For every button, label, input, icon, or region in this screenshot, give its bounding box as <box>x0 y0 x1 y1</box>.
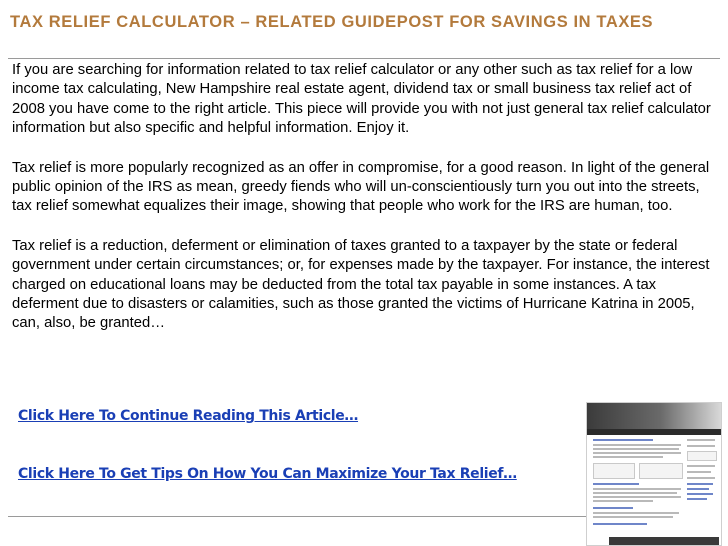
thumbnail-ad-box <box>593 463 635 479</box>
continue-reading-link[interactable]: Click Here To Continue Reading This Article… <box>18 408 359 424</box>
thumbnail-text-line <box>593 452 681 454</box>
article-paragraph-3: Tax relief is a reduction, deferment or elimination of taxes granted to a taxpayer by the state or federal government under certain circumstances; or, for expenses made by the taxpayer. For instance, the interest charged on educational loans may be deducted from the total tax payable in some instances. A tax deferment due to disasters or calamities, such as those granted the victims of Hurricane Katrina in 2005, can, also, be granted… <box>12 237 710 332</box>
article-body <box>12 61 718 334</box>
article-paragraph-2: Tax relief is more popularly recognized as an offer in compromise, for a good reason. In light of the general public opinion of the IRS as mean, greedy fiends who will un-conscientiously turn you out into the streets, tax relief somewhat equalizes their image, showing that people who work for the IRS are human, too. <box>12 159 710 215</box>
thumbnail-sidebar-link <box>687 488 709 490</box>
thumbnail-sidebar-line <box>687 471 711 473</box>
thumbnail-sidebar-line <box>687 465 715 467</box>
thumbnail-sidebar-line <box>687 445 715 447</box>
thumbnail-text-line <box>593 448 679 450</box>
thumbnail-heading-line <box>593 439 653 441</box>
maximize-tax-relief-link[interactable]: Click Here To Get Tips On How You Can Maximize Your Tax Relief… <box>18 466 517 482</box>
title-divider <box>8 58 720 59</box>
thumbnail-text-line <box>593 488 681 490</box>
thumbnail-text-line <box>593 496 681 498</box>
thumbnail-banner <box>587 403 721 429</box>
article-page-thumbnail[interactable] <box>586 402 722 546</box>
thumbnail-sidebar-link <box>687 493 713 495</box>
thumbnail-text-line <box>593 456 663 458</box>
thumbnail-heading-line <box>593 507 633 509</box>
thumbnail-text-line <box>593 500 653 502</box>
thumbnail-text-line <box>593 512 679 514</box>
thumbnail-sidebar-box <box>687 451 717 461</box>
thumbnail-sidebar-line <box>687 477 715 479</box>
thumbnail-ad-box <box>639 463 683 479</box>
article-title: TAX RELIEF CALCULATOR – RELATED GUIDEPOST FOR SAVINGS IN TAXES <box>10 13 654 31</box>
thumbnail-sidebar-link <box>687 483 713 485</box>
article-paragraph-1: If you are searching for information related to tax relief calculator or any other such as tax relief for a low income tax calculating, New Hampshire real estate agent, dividend tax or small business tax relief act of 2008 you have come to the right article. This piece will provide you with not just general tax relief calculator information but also specific and helpful information. Enjoy it. <box>12 62 711 137</box>
thumbnail-sidebar-link <box>687 498 707 500</box>
thumbnail-heading-line <box>593 483 639 485</box>
thumbnail-sidebar-line <box>687 439 715 441</box>
thumbnail-heading-line <box>593 523 647 525</box>
thumbnail-text-line <box>593 516 673 518</box>
thumbnail-text-line <box>593 492 677 494</box>
thumbnail-footer <box>609 537 719 545</box>
thumbnail-text-line <box>593 444 681 446</box>
thumbnail-nav-bar <box>587 429 721 435</box>
